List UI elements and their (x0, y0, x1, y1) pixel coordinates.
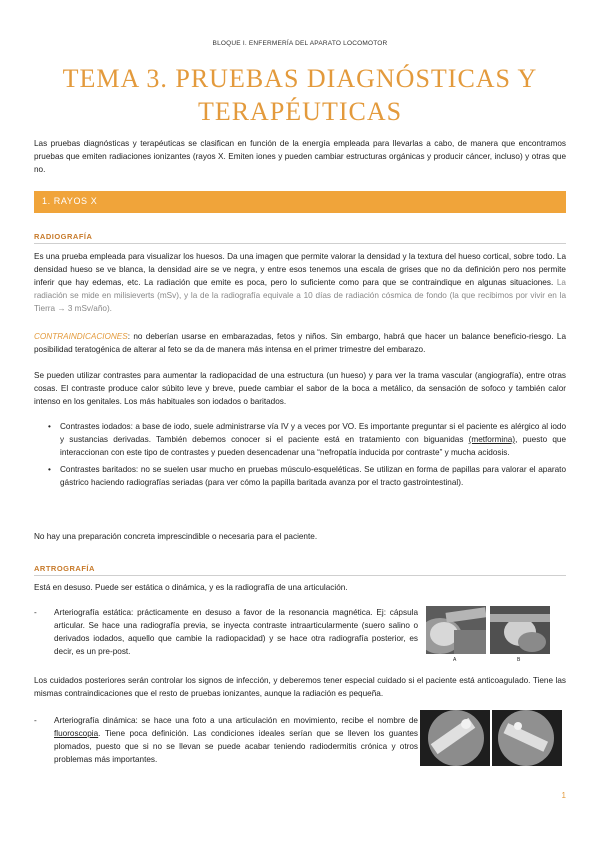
page-title-line-2: TERAPÉUTICAS (197, 97, 403, 126)
subheading-radiografia: RADIOGRAFÍA (34, 232, 93, 241)
fluoroscopy-image-2 (492, 710, 562, 766)
divider (34, 575, 566, 576)
cuidados-paragraph: Los cuidados posteriores serán controlar los signos de infección, y deberemos tener especial cuidado si el paciente está anticoagulado. Tiene las mismas contraindicaciones que el resto de pruebas ionizantes, aunque la radiación es pequeña. (34, 676, 566, 698)
dash-bullet: - (34, 608, 37, 617)
bullet-icon: • (48, 465, 51, 474)
running-header: BLOQUE I. ENFERMERÍA DEL APARATO LOCOMOTOR (212, 40, 388, 47)
dash-bullet: - (34, 716, 37, 725)
section-title: 1. RAYOS X (42, 196, 98, 206)
xray-image-a (426, 606, 486, 654)
bullet-icon: • (48, 422, 51, 431)
radiografia-text: Es una prueba empleada para visualizar los huesos. Da una imagen que permite valorar la densidad y la textura del hueso cortical, sobre todo. La densidad hueso se ve blanca, la densidad aire se ve negra, y entre esos tenemos una escala de grises que no da definición pero nos permite inferir que hay edemas, etc. La radiación que emite es poca, pero lo suficiente como para que se contraindique en algunas situaciones. (34, 252, 566, 287)
static-arthrography-item: - Arteriografía estática: prácticamente en desuso a favor de la resonancia magnética. Ej: cápsula articular. Se hace una radiografía previa, se inyecta contraste intraarticularmente (suero salino o derivados iodados, aquello que cambie la radiopacidad) y se hace otra radiografía posterior, es decir, es un pre-post. (34, 608, 418, 656)
shoulder-xray-figure (426, 606, 560, 666)
divider (34, 243, 566, 244)
page-title (40, 62, 560, 128)
radiation-note: La radiación se mide en milisieverts (mSv), y la de la radiografía equivale a 10 días de radiación cósmica de fondo (la que recibimos por vivir en la Tierra → 3 mSv/año). (34, 278, 566, 313)
page-title-line-1: TEMA 3. PRUEBAS DIAGNÓSTICAS Y (62, 64, 538, 93)
subheading-artrografia: ARTROGRAFÍA (34, 564, 95, 573)
intro-paragraph: Las pruebas diagnósticas y terapéuticas se clasifican en función de la energía empleada para llevarlas a cabo, de manera que encontramos pruebas que emiten radiaciones ionizantes (rayos X. Emiten iones y pueden cambiar estructuras orgánicas y producir cáncer, incluso) y otras que no. (34, 139, 566, 174)
contraindicaciones-label: CONTRAINDICACIONES (34, 332, 128, 341)
fluoroscopia-term: fluoroscopia (54, 729, 99, 738)
xray-image-b (490, 606, 550, 654)
figure-label-a: A (453, 657, 457, 663)
figure-label-b: B (517, 657, 521, 663)
page-number: 1 (561, 791, 566, 800)
fluoroscopy-figure (420, 710, 562, 766)
contraindicaciones-paragraph (34, 330, 566, 356)
list-item: • Contrastes iodados: a base de iodo, suele administrarse vía IV y a veces por VO. Es importante preguntar si el paciente es alérgico al iodo y sustancias derivadas. También debemos conocer si el paciente está en tratamiento con biguanidas (metformina), puesto que interaccionan con este tipo de contrastes y pueden desencadenar una “nefropatía inducida por contraste” y mucha acidosis. (48, 422, 566, 457)
artrografia-intro: Está en desuso. Puede ser estática o dinámica, y es la radiografía de una articulación. (34, 583, 348, 592)
preparacion-paragraph: No hay una preparación concreta imprescindible o necesaria para el paciente. (34, 532, 318, 541)
dynamic-arthrography-item: - Arteriografía dinámica: se hace una foto a una articulación en movimiento, recibe el nombre de fluoroscopia. Tiene poca definición. Las condiciones ideales serían que se lleven los guantes plomados, puesto que si no se llevan se puede acabar teniendo radiodermitis crónica y otros problemas más importantes. (34, 716, 418, 764)
metformina-term: (metformina) (468, 435, 516, 444)
contrast-list (34, 420, 566, 489)
fluoroscopy-image-1 (420, 710, 490, 766)
list-item: • Contrastes baritados: no se suelen usar mucho en pruebas músculo-esqueléticas. Se utilizan en forma de papillas para valorar el aparato gástrico haciendo radiografías seriadas (para ver cómo la papilla baritada avanza por el tracto gastrointestinal). (48, 465, 566, 487)
radiografia-paragraph (34, 250, 566, 315)
contrastes-paragraph: Se pueden utilizar contrastes para aumentar la radiopacidad de una estructura (un hueso) y para ver la trama vascular (angiografía), entre otras cosas. El contraste produce calor súbito leve y breve, puede cambiar el sabor de la boca a metálico, da sensación de sofoco y también calor intenso en los genitales. Los más habituales son iodados o baritados. (34, 371, 566, 406)
section-bar-rayos-x (34, 191, 566, 213)
contraindicaciones-text: : no deberían usarse en embarazadas, fetos y niños. Sin embargo, habrá que hacer un balance beneficio-riesgo. La posibilidad teratogénica de alterar al feto se da de manera más intensa en el primer trimestre del embarazo. (34, 332, 566, 354)
